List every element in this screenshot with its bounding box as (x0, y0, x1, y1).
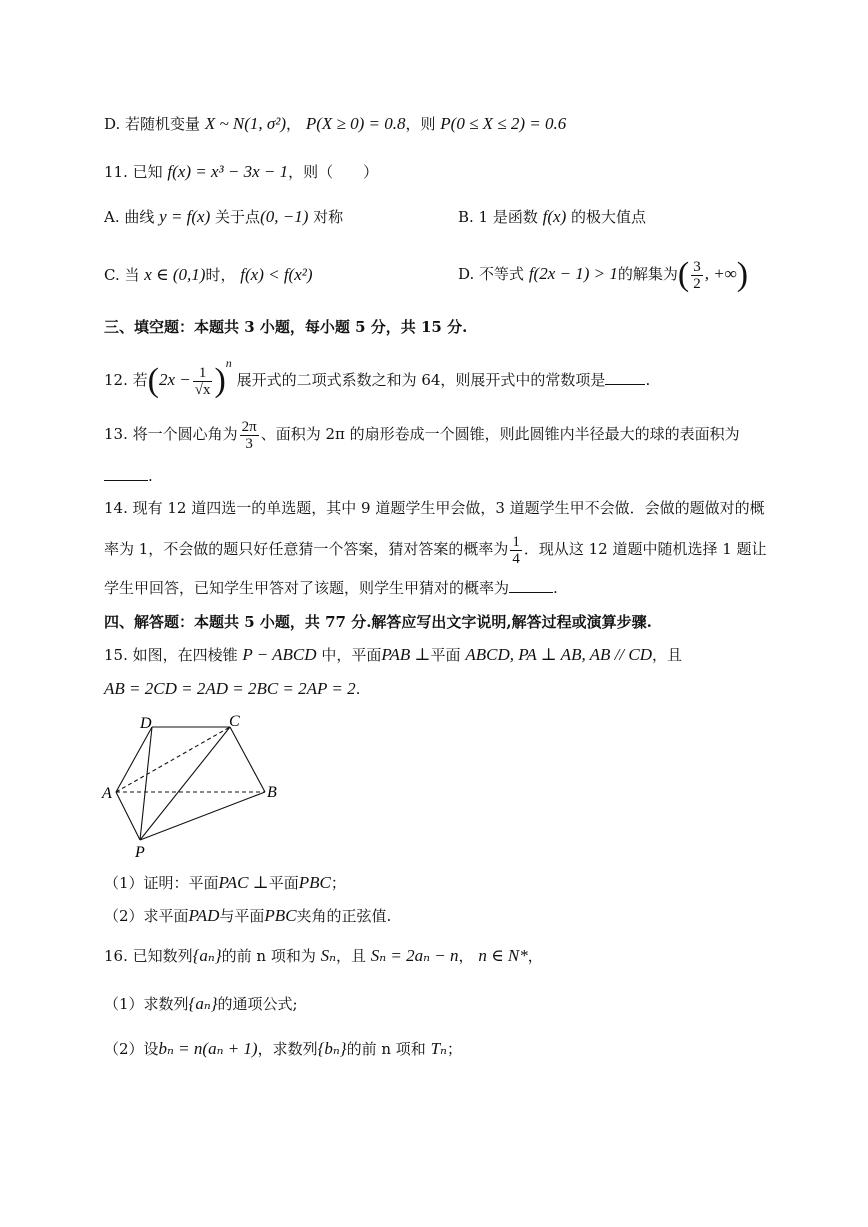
q11d-frac-den: 2 (693, 275, 701, 292)
label-d: D (140, 715, 152, 732)
q13-frac-den: 3 (245, 435, 253, 452)
q12-num: 12. 若 (104, 371, 148, 389)
q13-frac-num: 2π (241, 418, 257, 435)
q15-equation-end: . (355, 680, 361, 698)
q12-text: 展开式的二项式系数之和为 64，则展开式中的常数项是 (236, 371, 606, 389)
q12-frac-den: √x (194, 381, 211, 398)
q16-p2-eq: bₙ = n(aₙ + 1) (158, 1039, 258, 1058)
q16-p2-seq: {bₙ} (317, 1039, 347, 1058)
q13-answer-line (104, 466, 153, 486)
q15-part2-m1: PAD (188, 906, 220, 925)
q15-condition (104, 679, 360, 699)
q16-p2-a: （2）设 (104, 1040, 159, 1058)
q10d-mid: ，则 (405, 115, 436, 133)
q11c-label: C. 当 (104, 266, 140, 284)
q11-tail: ，则（ ） (288, 163, 379, 181)
q15-tail: ，且 (651, 646, 682, 664)
q11b-tail: 的极大值点 (571, 208, 647, 226)
q14-end: . (553, 579, 558, 597)
q16-p1-a: （1）求数列 (104, 995, 189, 1013)
q11-option-a (104, 207, 343, 227)
q15-part2-b: 与平面 (219, 907, 265, 925)
q11-option-d (458, 253, 748, 296)
q10d-label: D. 若随机变量 (104, 115, 201, 133)
q11-option-c (104, 265, 313, 285)
q10d-math3: P(0 ≤ X ≤ 2) = 0.6 (440, 114, 567, 133)
q11c-math: x ∈ (0,1) (144, 265, 206, 284)
q12-power: n (225, 356, 232, 370)
q11b-label: B. 1 是函数 (458, 208, 538, 226)
edge-pd (140, 727, 152, 840)
q14-frac-num: 1 (512, 533, 520, 550)
q16-set: n ∈ N* (478, 946, 528, 965)
q11d-fraction (691, 259, 703, 292)
q14-line2a: 率为 1，不会做的题只好任意猜一个答案，猜对答案的概率为 (104, 540, 509, 558)
q13-text: 、面积为 2π 的扇形卷成一个圆锥，则此圆锥内半径最大的球的表面积为 (260, 425, 740, 443)
q15-part1-b: 平面 (268, 874, 299, 892)
q14-line3 (104, 578, 558, 598)
q13-fraction (240, 419, 259, 452)
q11d-math: f(2x − 1) > 1 (528, 264, 618, 283)
q14-blank (509, 578, 553, 593)
q16-mid2: ，且 (336, 947, 367, 965)
q10d-math2: P(X ≥ 0) = 0.8 (305, 114, 406, 133)
q15-part1-m2: PBC (298, 873, 331, 892)
q11a-math: y = f(x) (159, 207, 211, 226)
q10-option-d (104, 114, 566, 134)
q11d-label: D. 不等式 (458, 265, 525, 283)
q11c-mid: 时， (205, 266, 236, 284)
edge-ap (116, 792, 140, 840)
q16-tail: ， (527, 947, 543, 965)
q12-rparen: ) (214, 362, 226, 399)
q15-equation: AB = 2CD = 2AD = 2BC = 2AP = 2 (104, 679, 356, 698)
q11-num: 11. 已知 (104, 163, 163, 181)
q16-mid1: 的前 n 项和为 (221, 947, 316, 965)
q12-lparen: ( (147, 362, 159, 399)
q11a-math2: (0, −1) (260, 207, 309, 226)
q12-blank (605, 370, 645, 385)
q13-end: . (148, 467, 153, 485)
q14-frac-den: 4 (512, 550, 520, 567)
label-b: B (267, 784, 277, 801)
q13 (104, 411, 740, 457)
q13-num: 13. 将一个圆心角为 (104, 425, 238, 443)
q16-p2-d: ； (446, 1040, 462, 1058)
q16-p1-b: 的通项公式; (217, 995, 298, 1013)
q15-math1: P − ABCD (242, 645, 317, 664)
q15-part1-c: ； (330, 874, 346, 892)
q14-line3-text: 学生甲回答，已知学生甲答对了该题，则学生甲猜对的概率为 (104, 579, 510, 597)
label-p: P (135, 844, 145, 861)
q11d-mid: 的解集为 (617, 265, 678, 283)
q12-expr: 2x − (158, 370, 191, 389)
edge-cb (230, 727, 265, 792)
q15-part1-a: （1）证明：平面 (104, 874, 219, 892)
q11d-tail: , +∞ (704, 264, 737, 283)
q13-blank (104, 466, 148, 481)
q16-p2-c: 的前 n 项和 (346, 1040, 426, 1058)
q15-math3: ABCD, PA ⊥ AB, AB // CD (465, 645, 652, 664)
pyramid-figure (100, 708, 300, 863)
q11a-mid: 关于点 (215, 208, 261, 226)
q11d-frac-num: 3 (693, 258, 701, 275)
q15-mid1: 中，平面 (321, 646, 382, 664)
q11-math: f(x) = x³ − 3x − 1 (167, 162, 289, 181)
q15-num: 15. 如图，在四棱锥 (104, 646, 238, 664)
q12-frac-num: 1 (193, 365, 213, 382)
q11a-label: A. 曲线 (104, 208, 155, 226)
q11d-lparen: ( (677, 256, 690, 293)
section-3-title: 三、填空题：本题共 3 小题，每小题 5 分，共 15 分. (104, 318, 468, 336)
edge-ac-hidden (116, 727, 230, 792)
q15-stem (104, 645, 682, 665)
q11b-math: f(x) (542, 207, 567, 226)
q12-fraction (193, 365, 213, 398)
q14-line1: 14. 现有 12 道四选一的单选题，其中 9 道题学生甲会做，3 道题学生甲不会做．会做的题做对的概 (104, 499, 765, 517)
q12-end: . (645, 371, 651, 389)
q11a-tail: 对称 (313, 208, 344, 226)
q16-part1 (104, 994, 298, 1014)
q14-line2 (104, 526, 767, 572)
q15-mid2: 平面 (430, 646, 461, 664)
q12 (104, 352, 650, 404)
q15-part1-m1: PAC ⊥ (218, 873, 269, 892)
q16-num: 16. 已知数列 (104, 947, 193, 965)
q10d-math1: X ~ N(1, σ²) (204, 114, 287, 133)
q11c-math2: f(x) < f(x²) (240, 265, 313, 284)
q11-option-b (458, 207, 646, 227)
q15-part2-a: （2）求平面 (104, 907, 189, 925)
q16-stem (104, 946, 543, 966)
q11-stem (104, 162, 378, 182)
q16-eq: Sₙ = 2aₙ − n (370, 946, 459, 965)
q14-fraction (510, 534, 522, 567)
q16-sn: Sₙ (320, 946, 336, 965)
q11d-rparen: ) (736, 256, 749, 293)
label-c: C (229, 713, 240, 730)
q14-line2b: ．现从这 12 道题中随机选择 1 题让 (523, 540, 767, 558)
q15-part2 (104, 906, 391, 926)
label-a: A (102, 785, 112, 802)
q16-p2-b: ，求数列 (257, 1040, 318, 1058)
q15-part2-m2: PBC (264, 906, 297, 925)
q15-math2: PAB ⊥ (381, 645, 431, 664)
q16-seq: {aₙ} (192, 946, 222, 965)
q16-p1-seq: {aₙ} (188, 994, 218, 1013)
q10d-sep: ， (286, 115, 302, 133)
q15-part2-c: 夹角的正弦值. (296, 907, 392, 925)
q16-p2-t: Tₙ (430, 1039, 447, 1058)
q16-mid3: ， (458, 947, 474, 965)
q16-part2 (104, 1039, 462, 1059)
section-4-title: 四、解答题：本题共 5 小题，共 77 分.解答应写出文字说明,解答过程或演算步骤. (104, 613, 652, 631)
q15-part1 (104, 873, 346, 893)
